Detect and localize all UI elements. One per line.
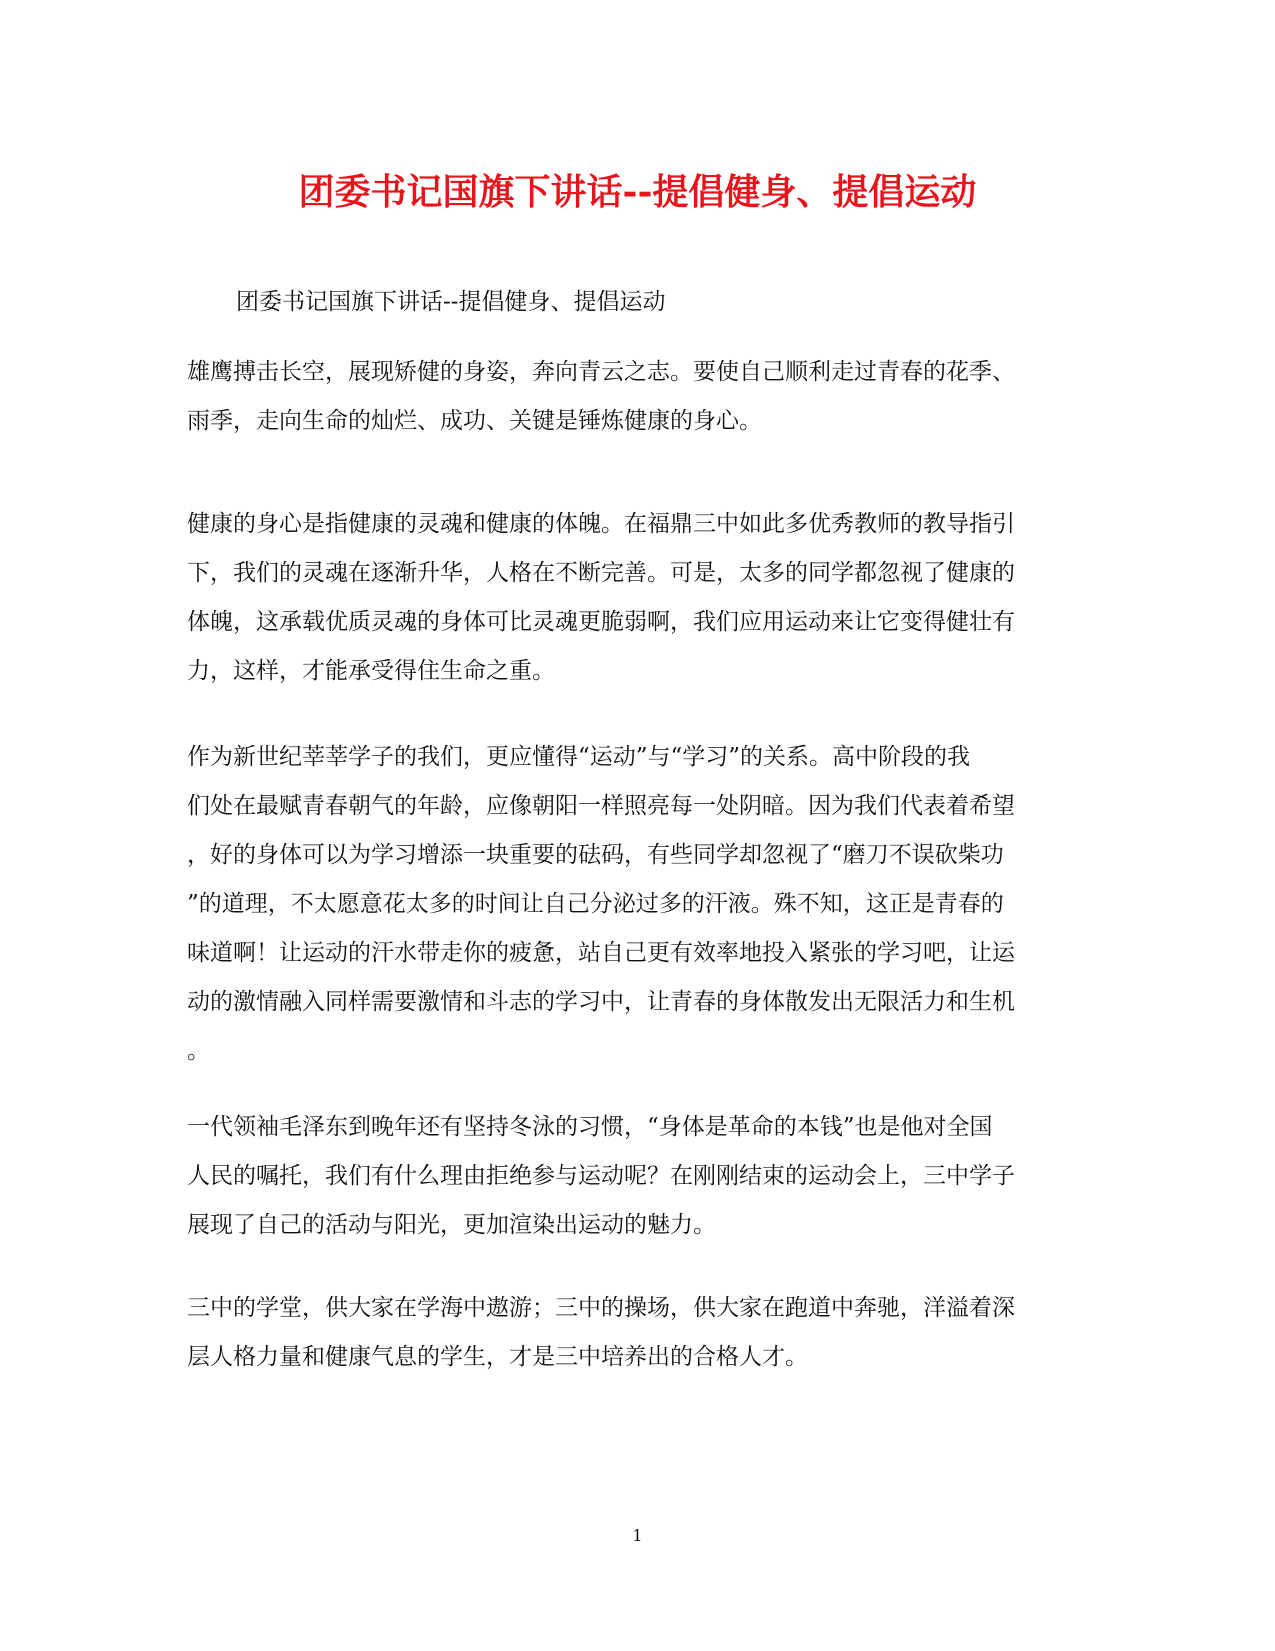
paragraph-line: 雨季，走向生命的灿烂、成功、关键是锤炼健康的身心。 — [187, 408, 762, 434]
paragraph-line: 健康的身心是指健康的灵魂和健康的体魄。在福鼎三中如此多优秀教师的教导指引 — [187, 511, 1015, 537]
paragraph-line: 下，我们的灵魂在逐渐升华，人格在不断完善。可是，太多的同学都忽视了健康的 — [187, 560, 1015, 586]
paragraph-line: 三中的学堂，供大家在学海中遨游；三中的操场，供大家在跑道中奔驰，洋溢着深 — [187, 1295, 1015, 1321]
paragraph-2 — [187, 500, 1087, 696]
paragraph-line: ”的道理，不太愿意花太多的时间让自己分泌过多的汗液。殊不知，这正是青春的 — [187, 891, 1004, 917]
page-number: 1 — [632, 1526, 643, 1545]
paragraph-1 — [187, 348, 1087, 446]
paragraph-5 — [187, 1284, 1087, 1382]
paragraph-line: 展现了自己的活动与阳光，更加渲染出运动的魅力。 — [187, 1212, 716, 1238]
paragraph-line: 体魄，这承载优质灵魂的身体可比灵魂更脆弱啊，我们应用运动来让它变得健壮有 — [187, 609, 1015, 635]
paragraph-line: 作为新世纪莘莘学子的我们，更应懂得“运动”与“学习”的关系。高中阶段的我 — [187, 744, 971, 770]
paragraph-line: 动的激情融入同样需要激情和斗志的学习中，让青春的身体散发出无限活力和生机 — [187, 989, 1015, 1015]
paragraph-line: 力，这样，才能承受得住生命之重。 — [187, 658, 555, 684]
document-title: 团委书记国旗下讲话--提倡健身、提倡运动 — [298, 171, 977, 213]
paragraph-line: 人民的嘱托，我们有什么理由拒绝参与运动呢？在刚刚结束的运动会上，三中学子 — [187, 1163, 1015, 1189]
paragraph-line: 层人格力量和健康气息的学生，才是三中培养出的合格人才。 — [187, 1344, 808, 1370]
paragraph-line: 们处在最赋青春朝气的年龄，应像朝阳一样照亮每一处阴暗。因为我们代表着希望 — [187, 793, 1015, 819]
paragraph-line: ，好的身体可以为学习增添一块重要的砝码，有些同学却忽视了“磨刀不误砍柴功 — [187, 842, 1004, 868]
paragraph-3 — [187, 733, 1087, 1076]
paragraph-line: 雄鹰搏击长空，展现矫健的身姿，奔向青云之志。要使自己顺利走过青春的花季、 — [187, 359, 1015, 385]
paragraph-line: 一代领袖毛泽东到晚年还有坚持冬泳的习惯，“身体是革命的本钱”也是他对全国 — [187, 1114, 993, 1140]
paragraph-4 — [187, 1103, 1087, 1250]
document-subtitle: 团委书记国旗下讲话--提倡健身、提倡运动 — [236, 289, 666, 315]
paragraph-line: 。 — [187, 1038, 210, 1064]
paragraph-line: 味道啊！让运动的汗水带走你的疲惫，站自己更有效率地投入紧张的学习吧，让运 — [187, 940, 1015, 966]
